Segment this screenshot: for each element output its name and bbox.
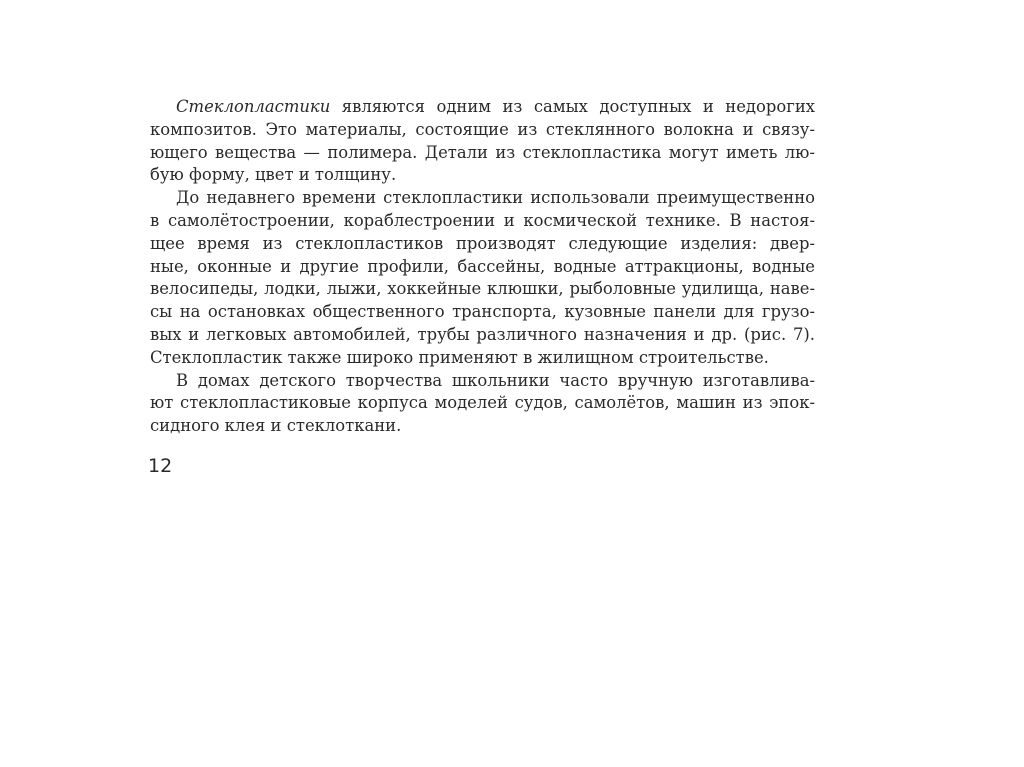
page-number: 12: [148, 455, 173, 477]
text-line: велосипеды, лодки, лыжи, хоккейные клюшки, рыболовные удилища, наве-: [150, 279, 815, 299]
text-line: сы на остановках общественного транспорта, кузовные панели для грузо-: [150, 302, 815, 322]
text-line: ные, оконные и другие профили, бассейны, водные аттракционы, водные: [150, 256, 815, 276]
text-line: щее время из стеклопластиков производят следующие изделия: двер-: [150, 233, 815, 253]
text-line: ют стеклопластиковые корпуса моделей судов, самолётов, машин из эпок-: [150, 393, 815, 413]
paragraph-1: [150, 96, 815, 187]
text-line: бую форму, цвет и толщину.: [150, 165, 397, 185]
text-line: композитов. Это материалы, состоящие из стеклянного волокна и связу-: [150, 119, 815, 139]
text-line: Стеклопластик также широко применяют в жилищном строительстве.: [150, 347, 769, 367]
text-line: в самолётостроении, кораблестроении и космической технике. В настоя-: [150, 210, 815, 230]
paragraph-3: [150, 370, 815, 438]
text-line: вых и легковых автомобилей, трубы различного назначения и др. (рис. 7).: [150, 324, 815, 344]
text-line: До недавнего времени стеклопластики использовали преимущественно: [176, 188, 815, 208]
body-text: [150, 96, 815, 438]
text-line: В домах детского творчества школьники часто вручную изготавлива-: [176, 370, 815, 390]
text-line: Стеклопластики являются одним из самых доступных и недорогих: [176, 97, 815, 116]
text-line: сидного клея и стеклоткани.: [150, 416, 402, 436]
text-line: ющего вещества — полимера. Детали из стеклопластика могут иметь лю-: [150, 142, 815, 162]
term-emphasis: Стеклопластики: [176, 97, 331, 116]
paragraph-2: [150, 187, 815, 369]
